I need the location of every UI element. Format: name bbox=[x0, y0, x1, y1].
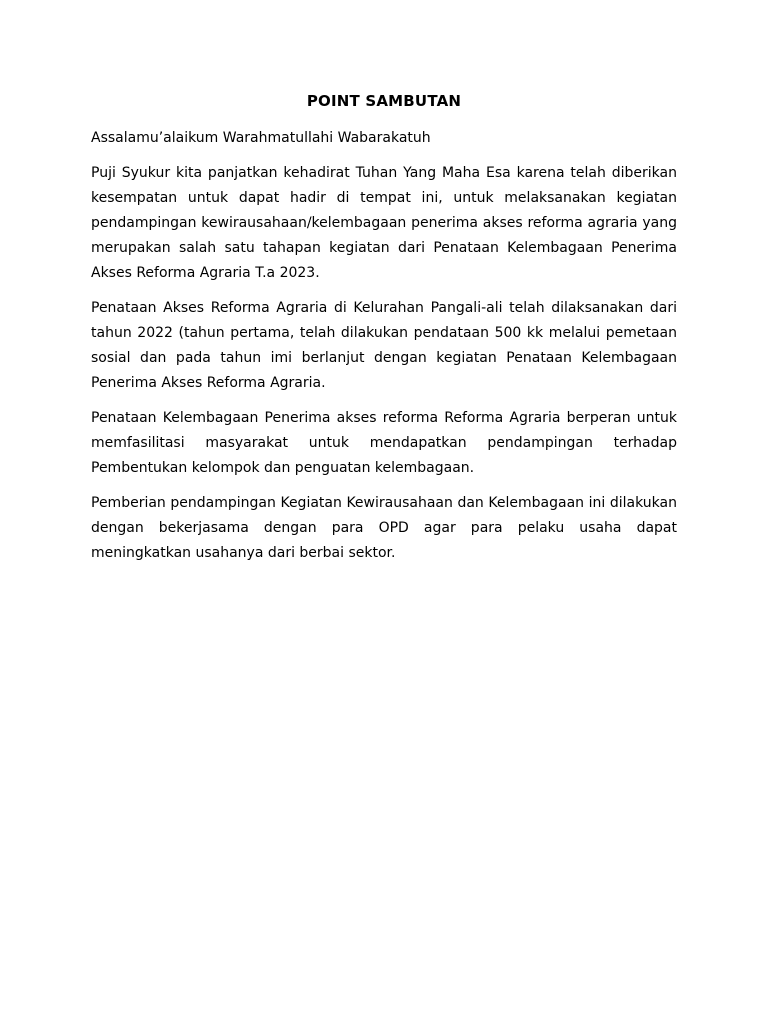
document-title: POINT SAMBUTAN bbox=[306, 92, 462, 110]
salutation-text: Assalamu’alaikum Warahmatullahi Wabarakatuh bbox=[91, 130, 431, 146]
paragraph-role: Penataan Kelembagaan Penerima akses reforma Reforma Agraria berperan untuk memfasilitasi masyarakat untuk mendapatkan pendampingan terhadap Pembentukan kelompok dan penguatan kelembagaan. bbox=[91, 410, 677, 476]
paragraph-history: Penataan Akses Reforma Agraria di Kelurahan Pangali-ali telah dilaksanakan dari tahun 2022 (tahun pertama, telah dilakukan pendataan 500 kk melalui pemetaan sosial dan pada tahun imi berlanjut dengan kegiatan Penataan Kelembagaan Penerima Akses Reforma Agraria. bbox=[91, 300, 677, 391]
paragraph-opening: Puji Syukur kita panjatkan kehadirat Tuhan Yang Maha Esa karena telah diberikan kesempatan untuk dapat hadir di tempat ini, untuk melaksanakan kegiatan pendampingan kewirausahaan/kelembagaan penerima akses reforma agraria yang merupakan salah satu tahapan kegiatan dari Penataan Kelembagaan Penerima Akses Reforma Agraria T.a 2023. bbox=[91, 165, 677, 281]
paragraph-partnership: Pemberian pendampingan Kegiatan Kewirausahaan dan Kelembagaan ini dilakukan dengan bekerjasama dengan para OPD agar para pelaku usaha dapat meningkatkan usahanya dari berbai sektor. bbox=[91, 495, 677, 561]
